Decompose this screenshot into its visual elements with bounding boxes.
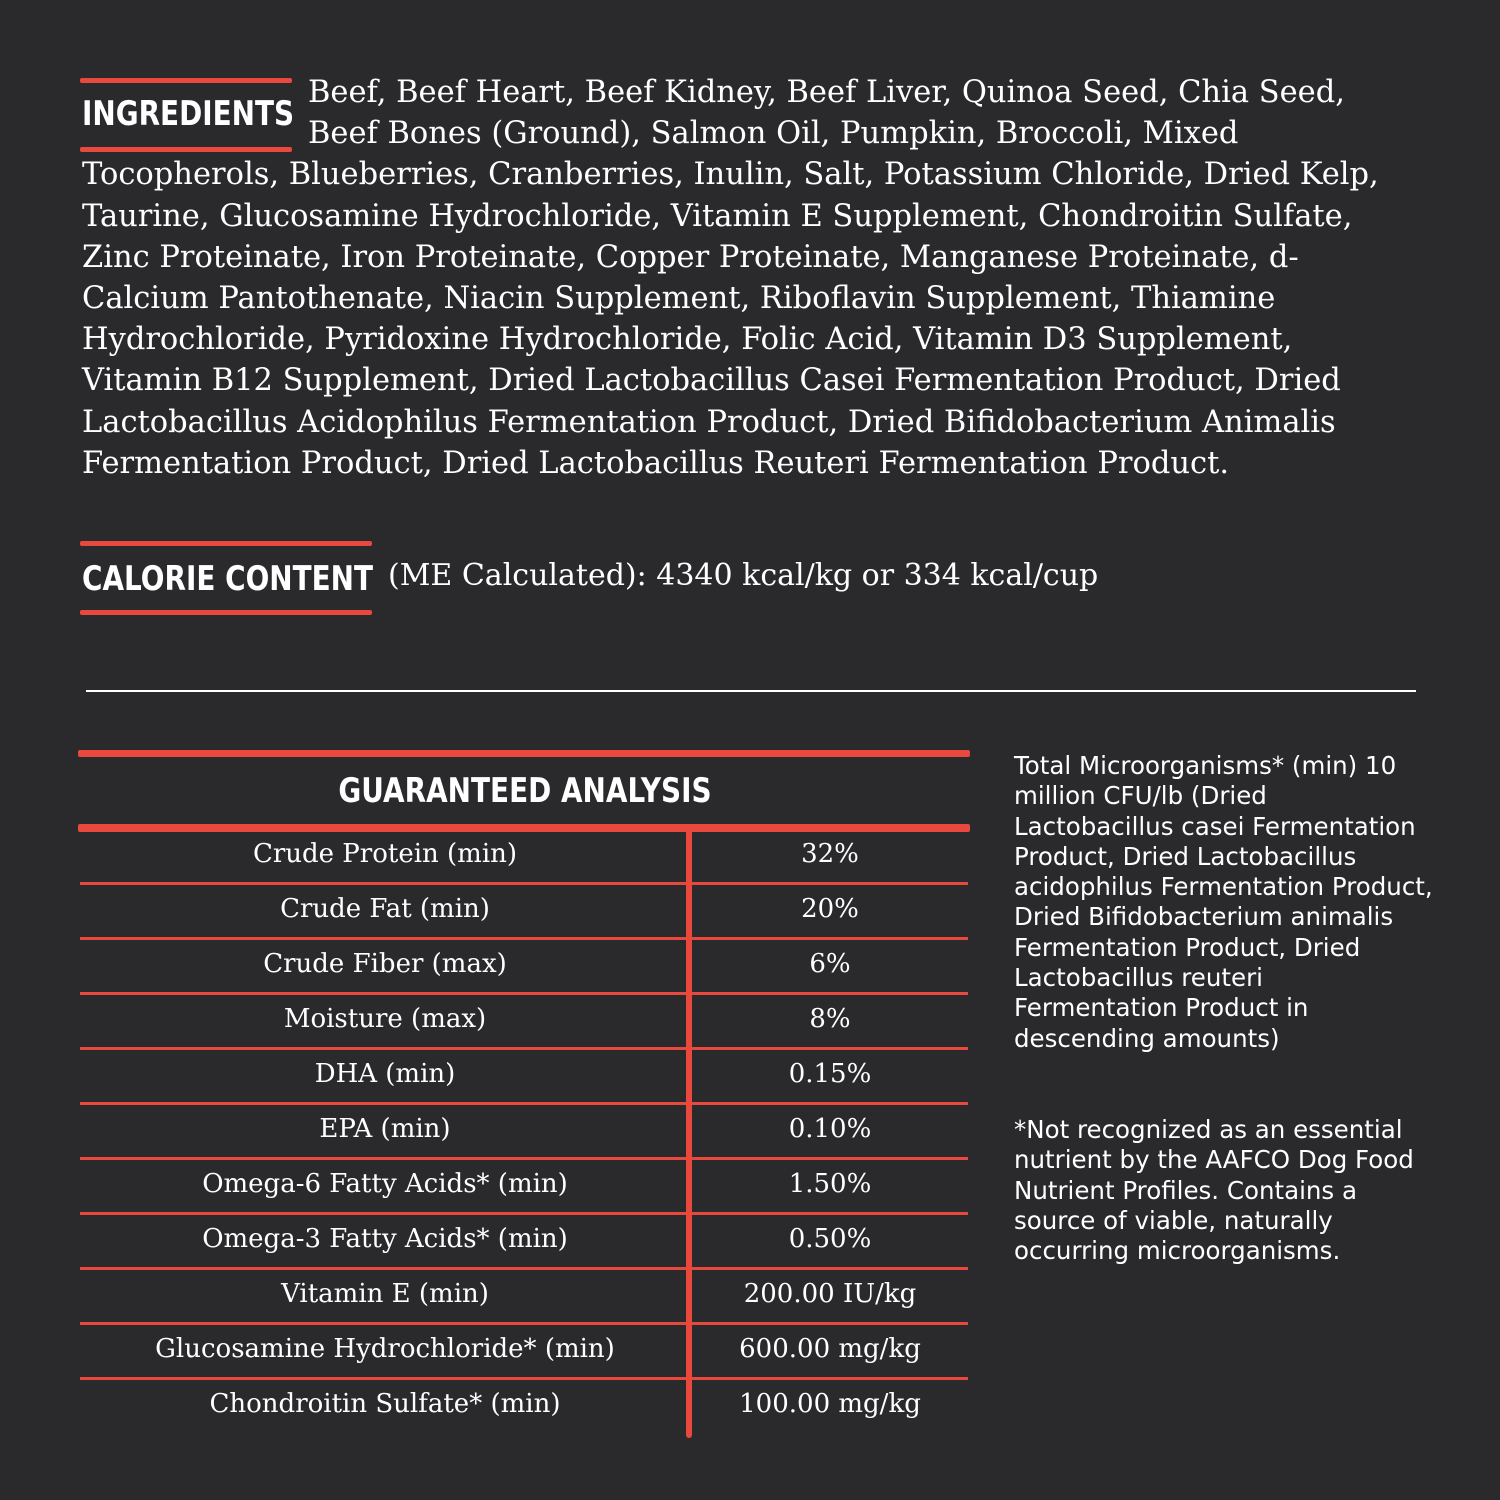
analysis-title: GUARANTEED ANALYSIS [338, 771, 712, 811]
nutrient-value: 1.50% [788, 1169, 872, 1199]
nutrient-value: 200.00 IU/kg [743, 1279, 917, 1309]
table-row [80, 1325, 968, 1380]
ingredients-text: Beef, Beef Heart, Beef Kidney, Beef Liver, Quinoa Seed, Chia Seed, Beef Bones (Ground), Salmon Oil, Pumpkin, Broccoli, Mixed Tocopherols, Blueberries, Cranberries, Inulin, Salt, Potassium Chloride, Dried Kelp, Taurine, Glucosamine Hydrochloride, Vitamin E Supplement, Chondroitin Sulfate, Zinc Proteinate, Iron Proteinate, Copper Proteinate, Manganese Proteinate, d-Calcium Pantothenate, Niacin Supplement, Riboflavin Supplement, Thiamine Hydrochloride, Pyridoxine Hydrochloride, Folic Acid, Vitamin D3 Supplement, Vitamin B12 Supplement, Dried Lactobacillus Casei Fermentation Product, Dried Lactobacillus Acidophilus Fermentation Product, Dried Bifidobacterium Animalis Fermentation Product, Dried Lactobacillus Reuteri Fermentation Product. [82, 75, 1379, 481]
nutrient-label: Moisture (max) [283, 1004, 487, 1034]
nutrient-label: DHA (min) [314, 1059, 456, 1089]
nutrient-label: Vitamin E (min) [281, 1279, 489, 1309]
nutrient-label: Crude Fiber (max) [263, 949, 507, 979]
microorganisms-note: Total Microorganisms* (min) 10 million CFU/lb (Dried Lactobacillus casei Fermentation Product, Dried Lactobacillus acidophilus Fermentation Product, Dried Bifidobacterium animalis Fermentation Product, Dried Lactobacillus reuteri Fermentation Product in descending amounts) [1014, 751, 1433, 1053]
table-row [80, 830, 968, 885]
nutrient-value: 0.15% [788, 1059, 872, 1089]
table-row [80, 1215, 968, 1270]
calorie-heading: CALORIE CONTENT [82, 559, 374, 599]
ingredients-list [82, 72, 1422, 484]
nutrient-value: 6% [809, 949, 851, 979]
table-row [80, 885, 968, 940]
nutrient-label: Omega-6 Fatty Acids* (min) [202, 1169, 568, 1199]
nutrient-label: Chondroitin Sulfate* (min) [209, 1389, 561, 1419]
calorie-value: (ME Calculated): 4340 kcal/kg or 334 kcal/cup [388, 558, 1099, 593]
nutrient-label: EPA (min) [319, 1114, 451, 1144]
nutrient-value: 32% [801, 839, 859, 869]
calorie-heading-bottom-bar [80, 610, 372, 615]
table-row [80, 1105, 968, 1160]
table-row [80, 995, 968, 1050]
table-row [80, 940, 968, 995]
nutrient-label: Omega-3 Fatty Acids* (min) [202, 1224, 568, 1254]
nutrient-value: 100.00 mg/kg [739, 1389, 921, 1419]
table-row [80, 1270, 968, 1325]
nutrient-value: 600.00 mg/kg [739, 1334, 921, 1364]
analysis-table [80, 830, 968, 1432]
nutrient-label: Crude Fat (min) [280, 894, 490, 924]
table-row [80, 1160, 968, 1215]
nutrient-value: 0.50% [788, 1224, 872, 1254]
nutrient-label: Glucosamine Hydrochloride* (min) [155, 1334, 615, 1364]
aafco-footnote: *Not recognized as an essential nutrient by the AAFCO Dog Food Nutrient Profiles. Contains a source of viable, naturally occurring microorganisms. [1014, 1115, 1414, 1266]
calorie-heading-top-bar [80, 541, 372, 546]
nutrient-value: 20% [801, 894, 859, 924]
ingredients-heading: INGREDIENTS [82, 94, 295, 134]
nutrient-value: 0.10% [788, 1114, 872, 1144]
table-row [80, 1380, 968, 1432]
nutrient-value: 8% [809, 1004, 851, 1034]
table-row [80, 1050, 968, 1105]
section-divider [86, 690, 1416, 692]
analysis-top-bar [78, 750, 970, 757]
nutrient-label: Crude Protein (min) [252, 839, 518, 869]
